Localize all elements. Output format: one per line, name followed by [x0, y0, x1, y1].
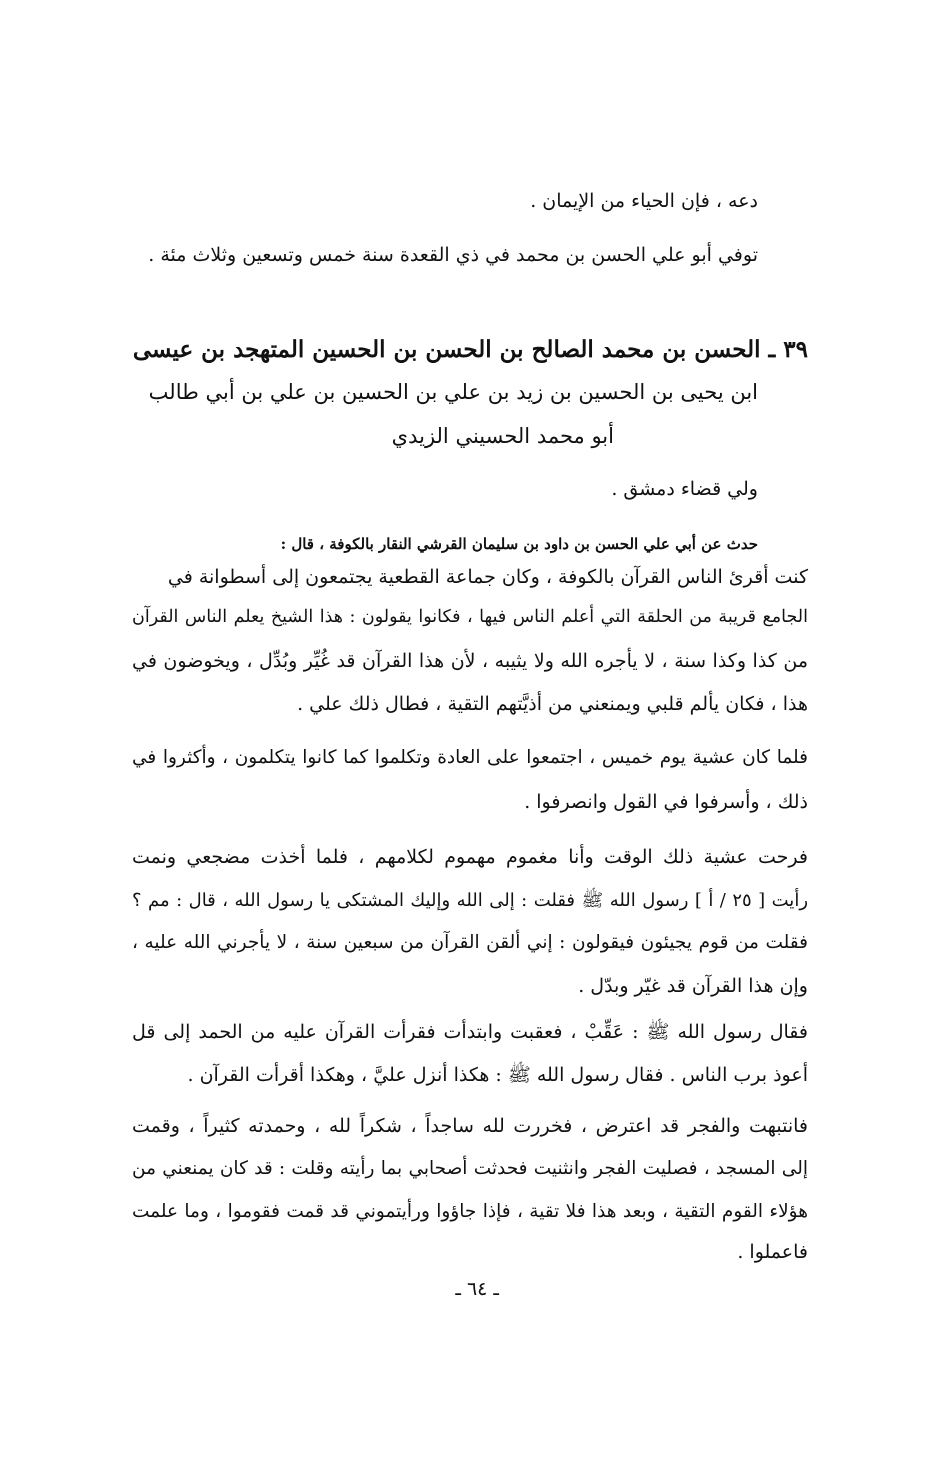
paragraph-2-line-1: فلما كان عشية يوم خميس ، اجتمعوا على العادة وتكلموا كما كانوا يتكلمون ، وأكثروا في — [132, 747, 808, 768]
paragraph-1-line-1: كنت أقرئ الناس القرآن بالكوفة ، وكان جماعة القطعية يجتمعون إلى أسطوانة في — [167, 566, 808, 588]
entry-narrator: حدث عن أبي علي الحسن بن داود بن سليمان القرشي النقار بالكوفة ، قال : — [280, 535, 758, 553]
paragraph-2-line-2: ذلك ، وأسرفوا في القول وانصرفوا . — [524, 791, 808, 813]
paragraph-4-line-1: فقال رسول الله ﷺ : عَقِّبْ ، فعقبت وابتدأت فقرأت القرآن عليه من الحمد إلى قل — [132, 1021, 808, 1043]
paragraph-5-line-4: فاعملوا . — [737, 1241, 808, 1263]
paragraph-3-line-3: فقلت من قوم يجيئون فيقولون : إني ألقن القرآن من سبعين سنة ، لا يأجرني الله عليه ، — [132, 932, 808, 953]
paragraph-3-line-2: رأيت [ ٢٥ / أ ] رسول الله ﷺ فقلت : إلى الله وإليك المشتكى يا رسول الله ، قال : مم ؟ — [132, 890, 809, 911]
paragraph-5-line-1: فانتبهت والفجر قد اعترض ، فخررت لله ساجداً ، شكراً لله ، وحمدته كثيراً ، وقمت — [132, 1115, 808, 1137]
entry-subheading-lineage: ابن يحيى بن الحسين بن زيد بن علي بن الحسين بن علي بن أبي طالب — [148, 380, 758, 404]
paragraph-1-line-3: من كذا وكذا سنة ، لا يأجره الله ولا يثيبه ، لأن هذا القرآن قد غُيِّر وبُدِّل ، ويخوضون في — [132, 650, 808, 672]
paragraph-5-line-2: إلى المسجد ، فصليت الفجر وانثنيت فحدثت أصحابي بما رأيته وقلت : قد كان يمنعني من — [132, 1158, 808, 1179]
entry-heading: ٣٩ ـ الحسن بن محمد الصالح بن الحسن بن الحسين المتهجد بن عيسى — [132, 336, 808, 363]
paragraph-4-line-2: أعوذ برب الناس . فقال رسول الله ﷺ : هكذا أنزل عليَّ ، وهكذا أقرأت القرآن . — [187, 1064, 808, 1086]
intro-line-1: دعه ، فإن الحياء من الإيمان . — [530, 190, 758, 212]
paragraph-3-line-1: فرحت عشية ذلك الوقت وأنا مغموم مهموم لكلامهم ، فلما أخذت مضجعي ونمت — [132, 846, 808, 868]
entry-office: ولي قضاء دمشق . — [611, 478, 758, 500]
paragraph-1-line-4: هذا ، فكان يألم قلبي ويمنعني من أذيَّتهم التقية ، فطال ذلك علي . — [297, 693, 808, 715]
entry-subheading-kunya: أبو محمد الحسيني الزيدي — [391, 424, 614, 448]
paragraph-3-line-4: وإن هذا القرآن قد غيّر وبدّل . — [578, 975, 808, 997]
intro-line-2: توفي أبو علي الحسن بن محمد في ذي القعدة سنة خمس وتسعين وثلاث مئة . — [148, 244, 758, 266]
paragraph-5-line-3: هؤلاء القوم التقية ، وبعد هذا فلا تقية ، فإذا جاؤوا ورأيتموني قد قمت فقوموا ، وما علمت — [132, 1201, 808, 1222]
paragraph-1-line-2: الجامع قريبة من الحلقة التي أعلم الناس فيها ، فكانوا يقولون : هذا الشيخ يعلم الناس القرآن — [132, 607, 808, 627]
page-number: ـ ٦٤ ـ — [455, 1278, 499, 1300]
